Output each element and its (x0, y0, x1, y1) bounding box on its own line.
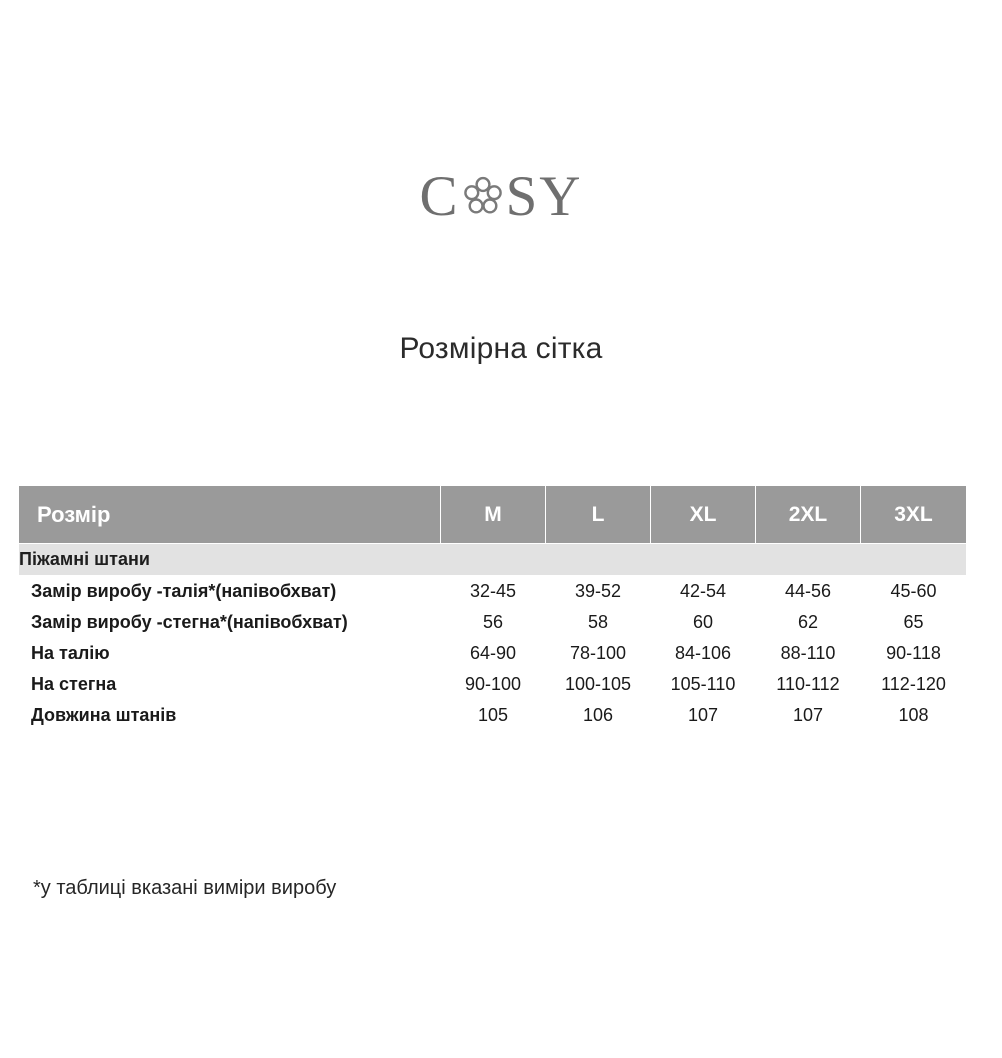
row-value: 45-60 (861, 576, 967, 607)
row-value: 56 (441, 607, 546, 638)
row-value: 107 (651, 700, 756, 731)
table-header-row (19, 486, 967, 544)
table-row (19, 669, 967, 700)
row-value: 39-52 (546, 576, 651, 607)
table-row (19, 638, 967, 669)
row-label: Замір виробу -талія*(напівобхват) (19, 576, 441, 607)
header-cell-size-xl: XL (651, 486, 756, 544)
table-section-row (19, 544, 967, 576)
row-value: 78-100 (546, 638, 651, 669)
row-value: 110-112 (756, 669, 861, 700)
row-value: 84-106 (651, 638, 756, 669)
flower-icon (463, 174, 503, 220)
row-value: 107 (756, 700, 861, 731)
row-value: 100-105 (546, 669, 651, 700)
header-cell-size-m: M (441, 486, 546, 544)
row-value: 88-110 (756, 638, 861, 669)
header-cell-size-3xl: 3XL (861, 486, 967, 544)
size-table (18, 485, 967, 731)
row-value: 60 (651, 607, 756, 638)
header-cell-size-l: L (546, 486, 651, 544)
page-title: Розмірна сітка (399, 332, 603, 365)
row-label: Довжина штанів (19, 700, 441, 731)
row-label: На стегна (19, 669, 441, 700)
row-value: 32-45 (441, 576, 546, 607)
section-title: Піжамні штани (19, 544, 967, 576)
row-value: 108 (861, 700, 967, 731)
row-value: 90-100 (441, 669, 546, 700)
row-value: 44-56 (756, 576, 861, 607)
row-value: 105 (441, 700, 546, 731)
logo-text-left: C (419, 165, 460, 228)
logo-text-right: SY (505, 165, 583, 228)
row-value: 112-120 (861, 669, 967, 700)
row-value: 90-118 (861, 638, 967, 669)
row-value: 64-90 (441, 638, 546, 669)
row-value: 105-110 (651, 669, 756, 700)
row-value: 65 (861, 607, 967, 638)
table-row (19, 607, 967, 638)
table-row (19, 700, 967, 731)
row-label: На талію (19, 638, 441, 669)
row-value: 58 (546, 607, 651, 638)
row-label: Замір виробу -стегна*(напівобхват) (19, 607, 441, 638)
table-row (19, 576, 967, 607)
row-value: 62 (756, 607, 861, 638)
header-cell-size-2xl: 2XL (756, 486, 861, 544)
brand-logo (0, 165, 1002, 228)
size-table-container (18, 485, 966, 731)
logo-lockup (419, 165, 583, 228)
header-cell-label: Розмір (19, 486, 441, 544)
row-value: 106 (546, 700, 651, 731)
footnote: *у таблиці вказані виміри виробу (33, 877, 337, 899)
row-value: 42-54 (651, 576, 756, 607)
